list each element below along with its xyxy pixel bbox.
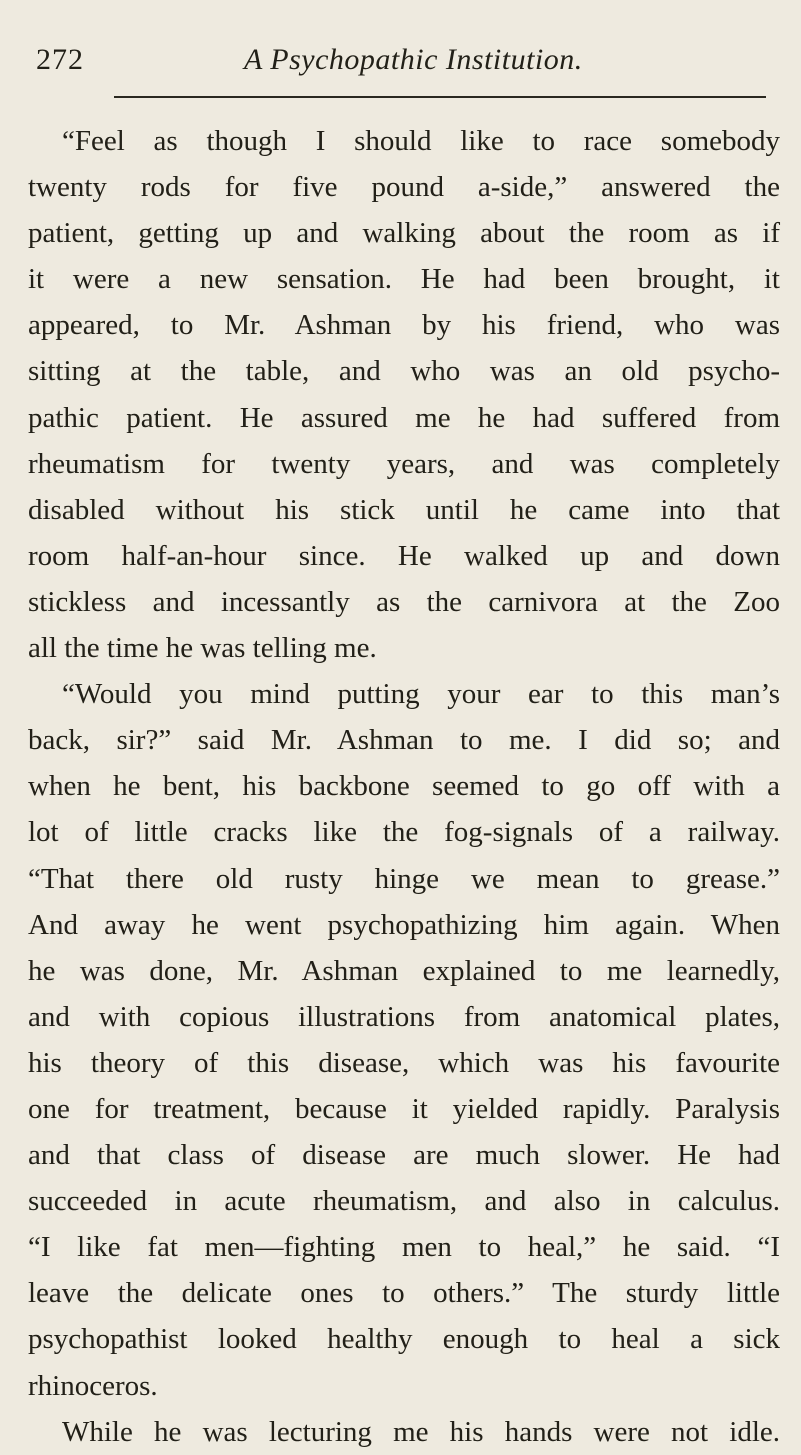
- text-line: rheumatism for twenty years, and was completely: [28, 447, 780, 480]
- text-line: “Would you mind putting your ear to this man’s: [62, 678, 780, 711]
- text-line: While he was lecturing me his hands were not idle.: [62, 1415, 780, 1448]
- text-line: sitting at the table, and who was an old psycho-: [28, 355, 780, 388]
- text-line: leave the delicate ones to others.” The sturdy little: [28, 1277, 780, 1310]
- text-line: and with copious illustrations from anatomical plates,: [28, 1000, 780, 1033]
- text-line: lot of little cracks like the fog-signals of a railway.: [28, 816, 780, 849]
- text-line: room half-an-hour since. He walked up and down: [28, 539, 780, 572]
- text-line: psychopathist looked healthy enough to heal a sick: [28, 1323, 780, 1356]
- text-line: disabled without his stick until he came into that: [28, 493, 780, 526]
- text-line: “I like fat men—fighting men to heal,” he said. “I: [28, 1231, 780, 1264]
- header-rule: [114, 96, 766, 98]
- text-line: twenty rods for five pound a-side,” answered the: [28, 171, 780, 204]
- text-line: back, sir?” said Mr. Ashman to me. I did so; and: [28, 724, 780, 757]
- body-text: [28, 118, 780, 1455]
- text-line: “Feel as though I should like to race somebody: [62, 125, 780, 157]
- text-line: all the time he was telling me.: [28, 632, 377, 665]
- running-head: [36, 36, 776, 80]
- running-title: A Psychopathic Institution.: [244, 43, 583, 76]
- text-line: patient, getting up and walking about the room as if: [28, 217, 780, 250]
- text-line: appeared, to Mr. Ashman by his friend, who was: [28, 309, 780, 342]
- text-line: when he bent, his backbone seemed to go off with a: [28, 770, 780, 803]
- text-line: pathic patient. He assured me he had suffered from: [28, 401, 780, 434]
- text-line: succeeded in acute rheumatism, and also in calculus.: [28, 1185, 780, 1218]
- text-line: stickless and incessantly as the carnivora at the Zoo: [28, 585, 780, 618]
- text-line: it were a new sensation. He had been brought, it: [28, 263, 780, 296]
- text-line: rhinoceros.: [28, 1369, 158, 1402]
- text-line: one for treatment, because it yielded rapidly. Paralysis: [28, 1092, 780, 1125]
- text-line: he was done, Mr. Ashman explained to me learnedly,: [28, 954, 780, 987]
- text-line: and that class of disease are much slower. He had: [28, 1139, 780, 1172]
- text-line: his theory of this disease, which was his favourite: [28, 1046, 780, 1079]
- text-line: “That there old rusty hinge we mean to grease.”: [28, 862, 780, 895]
- text-line: And away he went psychopathizing him again. When: [28, 908, 780, 941]
- page-number: 272: [36, 43, 84, 76]
